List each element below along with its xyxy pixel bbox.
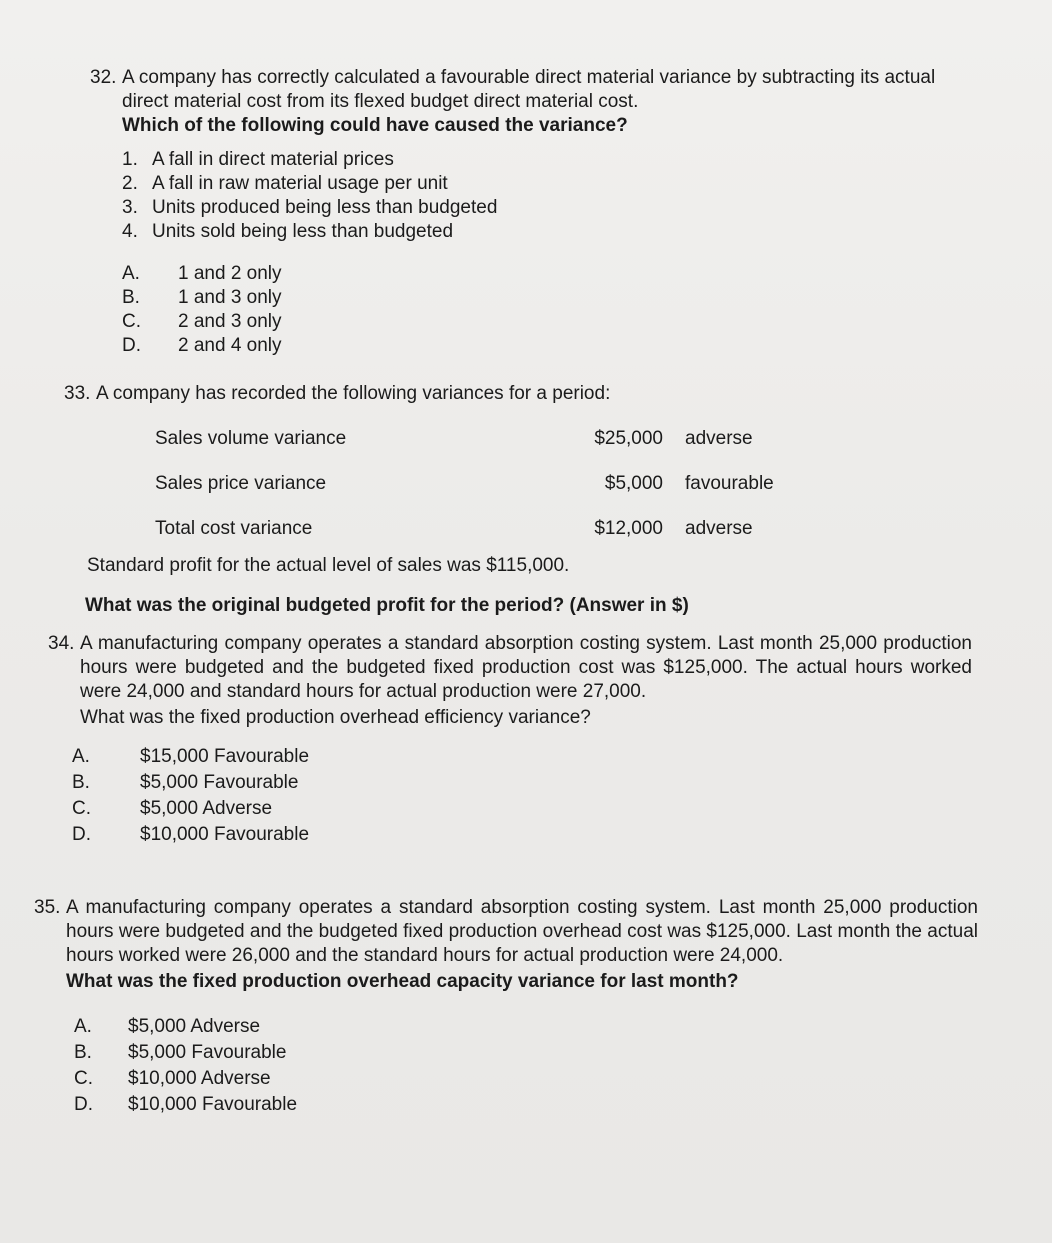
- answer-options: [122, 262, 970, 358]
- question-32: [90, 66, 970, 358]
- answer-options: [72, 744, 972, 848]
- question-35: [34, 896, 978, 1118]
- question-number: 33.: [64, 383, 91, 404]
- answer-options: [74, 1014, 978, 1118]
- option-b[interactable]: B. $5,000 Favourable: [74, 1042, 287, 1063]
- question-prompt: What was the fixed production overhead capacity variance for last month?: [66, 971, 739, 992]
- option-a[interactable]: A. $15,000 Favourable: [72, 746, 310, 767]
- standard-profit-text: Standard profit for the actual level of sales was $115,000.: [87, 555, 570, 576]
- question-text: A manufacturing company operates a standard absorption costing system. Last month 25,000 production hours were budgeted and the budgeted fixed production overhead cost was $125,000. Last month the actual hours worked were 26,000 and the standard hours for actual production were 24,000.: [66, 897, 978, 966]
- option-d[interactable]: D. 2 and 4 only: [122, 335, 282, 356]
- option-c[interactable]: C. 2 and 3 only: [122, 311, 282, 332]
- question-number: 35.: [34, 897, 61, 918]
- question-prompt: What was the fixed production overhead efficiency variance?: [80, 707, 591, 728]
- list-item: 3. Units produced being less than budgeted: [122, 197, 498, 218]
- question-number: 34.: [48, 633, 75, 654]
- question-prompt: What was the original budgeted profit for the period? (Answer in $): [85, 595, 689, 616]
- option-c[interactable]: C. $10,000 Adverse: [74, 1068, 271, 1089]
- question-text: A company has correctly calculated a favourable direct material variance by subtracting its actual direct material cost from its flexed budget direct material cost.: [122, 67, 936, 112]
- option-b[interactable]: B. $5,000 Favourable: [72, 772, 299, 793]
- question-prompt: Which of the following could have caused the variance?: [122, 115, 628, 136]
- question-text: A company has recorded the following variances for a period:: [96, 383, 611, 404]
- option-b[interactable]: B. 1 and 3 only: [122, 287, 282, 308]
- option-a[interactable]: A. 1 and 2 only: [122, 263, 282, 284]
- list-item: 4. Units sold being less than budgeted: [122, 221, 454, 242]
- option-c[interactable]: C. $5,000 Adverse: [72, 798, 273, 819]
- list-item: 1. A fall in direct material prices: [122, 149, 394, 170]
- question-number: 32.: [90, 67, 117, 88]
- variance-table: Sales volume variance $25,000 adverse Sales price variance $5,000 favourable Total cost variance $12,000 adverse: [155, 428, 774, 539]
- option-d[interactable]: D. $10,000 Favourable: [74, 1094, 298, 1115]
- statement-list: [122, 148, 970, 244]
- list-item: 2. A fall in raw material usage per unit: [122, 173, 448, 194]
- question-33: [64, 382, 964, 406]
- question-34: [48, 632, 972, 848]
- option-d[interactable]: D. $10,000 Favourable: [72, 824, 310, 845]
- option-a[interactable]: A. $5,000 Adverse: [74, 1016, 261, 1037]
- question-text: A manufacturing company operates a standard absorption costing system. Last month 25,000 production hours were budgeted and the budgeted fixed production cost was $125,000. The actual hours worked were 24,000 and standard hours for actual production were 27,000.: [80, 633, 972, 702]
